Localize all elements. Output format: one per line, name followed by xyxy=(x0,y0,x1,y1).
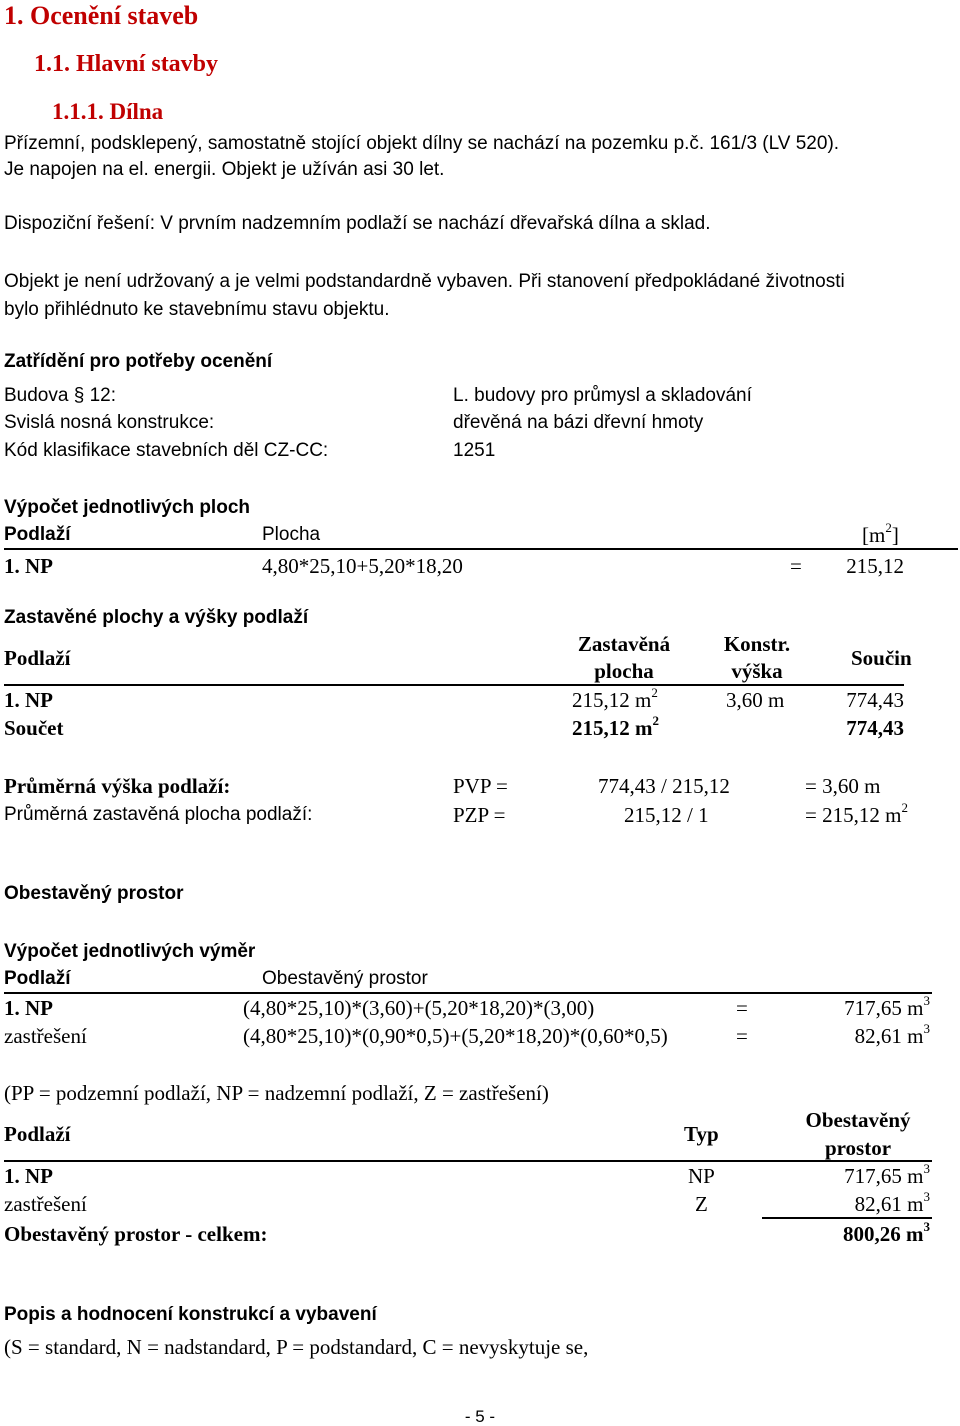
vymery-row-2-formula: (4,80*25,10)*(0,90*0,5)+(5,20*18,20)*(0,60*0,5) xyxy=(243,1024,668,1048)
dispozice-text: Dispoziční řešení: V prvním nadzemním podlaží se nachází dřevařská dílna a sklad. xyxy=(4,213,711,234)
soucet-col-typ: Typ xyxy=(684,1122,719,1146)
obestaveny-title: Obestavěný prostor xyxy=(4,883,184,904)
zastavene-total-label: Součet xyxy=(4,716,64,740)
podlazi-legend: (PP = podzemní podlaží, NP = nadzemní podlaží, Z = zastřešení) xyxy=(4,1081,549,1105)
zastavene-divider xyxy=(4,684,904,686)
zatrideni-label-3: Kód klasifikace stavebních děl CZ-CC: xyxy=(4,440,329,461)
zatrideni-title: Zatřídění pro potřeby ocenění xyxy=(4,351,273,372)
vymery-row-1-value: 717,65 $m^3$ xyxy=(844,993,930,1020)
soucet-total-line xyxy=(762,1217,932,1219)
vymery-divider xyxy=(4,992,932,994)
vymery-row-2-value: 82,61 $m^3$ xyxy=(854,1021,930,1048)
zastavene-col-plocha-1: Zastavěná xyxy=(577,632,671,656)
plochy-row-formula: 4,80*25,10+5,20*18,20 xyxy=(262,554,463,578)
page-number: - 5 - xyxy=(464,1407,496,1426)
vymery-col-prostor: Obestavěný prostor xyxy=(262,968,428,989)
stav-line-1: Objekt je není udržovaný a je velmi podstandardně vybaven. Při stanovení předpokládané životnosti xyxy=(4,271,845,292)
plochy-title: Výpočet jednotlivých ploch xyxy=(4,497,250,518)
heading-1: 1. Ocenění staveb xyxy=(4,1,199,30)
vymery-row-1-podlazi: 1. NP xyxy=(4,996,53,1020)
vymery-title: Výpočet jednotlivých výměr xyxy=(4,941,256,962)
soucet-row-1-value: 717,65 $m^3$ xyxy=(844,1161,930,1188)
soucet-divider xyxy=(4,1160,932,1162)
prumer-vyska-result: = 3,60 m xyxy=(805,774,881,798)
zastavene-col-vyska-1: Konstr. xyxy=(723,632,791,656)
zastavene-col-vyska-2: výška xyxy=(731,659,783,683)
zastavene-col-podlazi: Podlaží xyxy=(4,646,71,670)
soucet-col-prostor-2: prostor xyxy=(824,1136,892,1160)
zatrideni-value-3: 1251 xyxy=(453,440,496,461)
vymery-row-1-eq: = xyxy=(736,996,748,1020)
prumer-plocha-calc: 215,12 / 1 xyxy=(624,803,709,827)
vymery-col-podlazi: Podlaží xyxy=(4,968,71,989)
popis-legend: (S = standard, N = nadstandard, P = podstandard, C = nevyskytuje se, xyxy=(4,1335,589,1359)
prumer-plocha-label: Průměrná zastavěná plocha podlaží: xyxy=(4,804,313,825)
zastavene-row-vyska: 3,60 m xyxy=(726,688,785,712)
plochy-col-podlazi: Podlaží xyxy=(4,524,71,545)
plochy-col-plocha: Plocha xyxy=(262,524,321,545)
zatrideni-value-2: dřevěná na bázi dřevní hmoty xyxy=(453,412,704,433)
plochy-row-eq: = xyxy=(790,554,802,578)
plochy-row-podlazi: 1. NP xyxy=(4,554,53,578)
vymery-row-1-formula: (4,80*25,10)*(3,60)+(5,20*18,20)*(3,00) xyxy=(243,996,595,1020)
soucet-row-2-value: 82,61 $m^3$ xyxy=(854,1189,930,1216)
zatrideni-label-2: Svislá nosná konstrukce: xyxy=(4,412,215,433)
popis-title: Popis a hodnocení konstrukcí a vybavení xyxy=(4,1304,377,1325)
heading-3: 1.1.1. Dílna xyxy=(52,99,164,124)
soucet-row-1-podlazi: 1. NP xyxy=(4,1164,53,1188)
zastavene-col-soucin: Součin xyxy=(851,646,912,670)
intro-line-2: Je napojen na el. energii. Objekt je užíván asi 30 let. xyxy=(4,159,445,180)
stav-line-2: bylo přihlédnuto ke stavebnímu stavu objektu. xyxy=(4,299,390,320)
soucet-total-value: 800,26 $m^3$ xyxy=(843,1219,930,1246)
prumer-vyska-label: Průměrná výška podlaží: xyxy=(4,774,231,798)
soucet-col-podlazi: Podlaží xyxy=(4,1122,71,1146)
plochy-divider xyxy=(4,548,958,550)
zastavene-row-podlazi: 1. NP xyxy=(4,688,53,712)
zastavene-total-plocha: 215,12 $m^2$ xyxy=(572,713,659,740)
vymery-row-2-podlazi: zastřešení xyxy=(4,1024,87,1048)
soucet-row-2-typ: Z xyxy=(695,1192,708,1216)
prumer-vyska-calc: 774,43 / 215,12 xyxy=(598,774,730,798)
prumer-vyska-code: PVP = xyxy=(453,774,508,798)
soucet-total-label: Obestavěný prostor - celkem: xyxy=(4,1222,268,1246)
zastavene-row-soucin: 774,43 xyxy=(846,688,904,712)
soucet-row-2-podlazi: zastřešení xyxy=(4,1192,87,1216)
zastavene-col-plocha-2: plocha xyxy=(594,659,654,683)
zastavene-total-soucin: 774,43 xyxy=(846,716,904,740)
vymery-row-2-eq: = xyxy=(736,1024,748,1048)
soucet-col-prostor-1: Obestavěný xyxy=(805,1108,911,1132)
intro-line-1: Přízemní, podsklepený, samostatně stojící objekt dílny se nachází na pozemku p.č. 161/3 (LV 520). xyxy=(4,133,840,154)
zastavene-title: Zastavěné plochy a výšky podlaží xyxy=(4,607,309,628)
soucet-row-1-typ: NP xyxy=(688,1164,715,1188)
zatrideni-label-1: Budova § 12: xyxy=(4,385,116,406)
zatrideni-value-1: L. budovy pro průmysl a skladování xyxy=(453,385,752,406)
plochy-col-unit: $[m^2]$ xyxy=(862,520,899,547)
zastavene-row-plocha: 215,12 $m^2$ xyxy=(572,685,658,712)
plochy-row-value: 215,12 xyxy=(846,554,904,578)
prumer-plocha-code: PZP = xyxy=(453,803,506,827)
prumer-plocha-result: = 215,12 $m^2$ xyxy=(805,800,908,827)
heading-2: 1.1. Hlavní stavby xyxy=(34,51,219,77)
